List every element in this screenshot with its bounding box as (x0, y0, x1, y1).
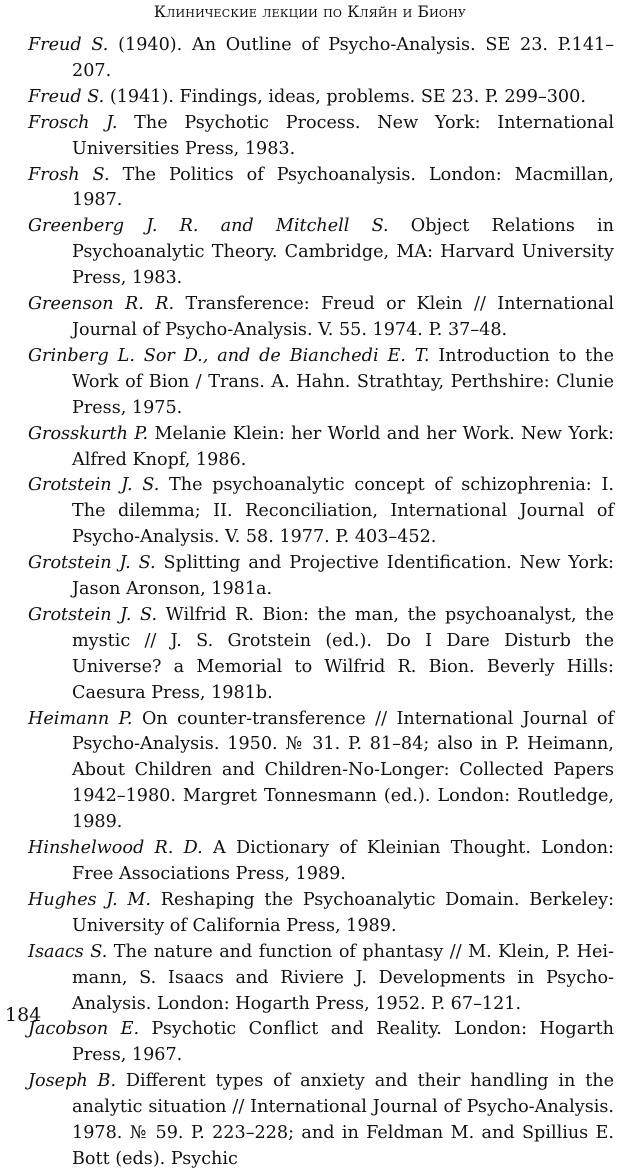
entry-text: (1941). Findings, ideas, problems. SE 23. P. 299–300. (104, 86, 586, 107)
bibliography-entry (28, 1069, 614, 1173)
entry-text: Splitting and Projective Identification. New York: Jason Aronson, 1981a. (72, 553, 614, 600)
entry-author: Hughes J. M. (28, 889, 151, 910)
entry-text: Wilfrid R. Bion: the man, the psychoanalyst, the mystic // J. S. Grotstein (ed.). Do I Dare Disturb the Universe? a Memorial to Wilfrid R. Bion. Beverly Hills: Caesura Press, 1981b. (72, 604, 614, 703)
entry-text: The nature and function of phantasy // M. Klein, P. Heimann, S. Isaacs and Riviere J. Developments in Psycho-Analysis. London: Hogarth Press, 1952. P. 67–121. (72, 941, 614, 1014)
entry-author: Grosskurth P. (28, 423, 149, 444)
entry-text: Object Relations in Psychoanalytic Theory. Cambridge, MA: Harvard University Press, 1983. (72, 216, 615, 289)
running-head: Клинические лекции по Кляйн и Биону (153, 3, 467, 21)
entry-author: Heimann P. (28, 708, 133, 729)
bibliography-entry (28, 603, 614, 707)
entry-author: Frosch J. (28, 112, 118, 133)
entry-author: Jacobson E. (28, 1019, 140, 1040)
entry-text: Melanie Klein: her World and her Work. New York: Alfred Knopf, 1986. (72, 423, 614, 470)
bibliography-entry (28, 836, 614, 888)
bibliography-entry (28, 422, 614, 474)
entry-text: On counter-transference // International Journal of Psycho-Analysis. 1950. № 31. P. 81–84; also in P. Heimann, About Children and Children-No-Longer: Collected Papers 1942–1980. Margret Tonnesmann (ed.). London: Routledge, 1989. (72, 708, 614, 833)
entry-text: The Psychotic Process. New York: International Universities Press, 1983. (72, 112, 614, 159)
entry-author: Grotstein J. S. (28, 475, 160, 496)
entry-author: Joseph B. (28, 1071, 117, 1092)
bibliography-entry (28, 85, 614, 111)
bibliography-list (28, 33, 614, 1173)
bibliography-entry (28, 940, 614, 1018)
bibliography-entry (28, 473, 614, 551)
bibliography-entry (28, 344, 614, 422)
entry-text: The Politics of Psychoanalysis. London: Macmillan, 1987. (72, 164, 614, 211)
bibliography-entry (28, 163, 614, 215)
entry-text: Introduction to the Work of Bion / Trans. A. Hahn. Strathtay, Perthshire: Clunie Press, 1975. (72, 345, 614, 418)
entry-author: Grotstein J. S. (28, 604, 158, 625)
entry-text: Transference: Freud or Klein // International Journal of Psycho-Analysis. V. 55. 1974. P. 37–48. (72, 294, 615, 340)
entry-text: Psychotic Conflict and Reality. London: Hogarth Press, 1967. (72, 1019, 614, 1066)
bibliography-entry (28, 33, 614, 85)
bibliography-entry (28, 214, 614, 292)
entry-author: Hinshelwood R. D. (28, 838, 203, 859)
bibliography-entry (28, 292, 614, 344)
entry-text: Different types of anxiety and their handling in the analytic situation // International Journal of Psycho-Analysis. 1978. № 59. P. 223–228; and in Feldman M. and Spillius E. Bott (eds). Psychic (72, 1071, 615, 1169)
entry-author: Greenson R. R. (28, 294, 175, 315)
bibliography-entry (28, 1017, 614, 1069)
entry-author: Greenberg J. R. and Mitchell S. (28, 216, 389, 237)
entry-text: A Dictionary of Kleinian Thought. London: Free Associations Press, 1989. (72, 838, 614, 884)
bibliography-entry (28, 707, 614, 837)
entry-author: Isaacs S. (28, 941, 108, 962)
bibliography-entry (28, 888, 614, 940)
entry-author: Freud S. (28, 35, 109, 55)
page-number: 184 (5, 1004, 42, 1026)
entry-text: Reshaping the Psychoanalytic Domain. Berkeley: University of California Press, 1989. (72, 889, 614, 936)
entry-text: The psychoanalytic concept of schizophrenia: I. The dilemma; II. Reconciliation, International Journal of Psycho-Analysis. V. 58. 1977. P. 403–452. (72, 475, 614, 548)
entry-author: Grotstein J. S. (28, 553, 156, 574)
bibliography-entry (28, 111, 614, 163)
entry-author: Grinberg L. Sor D., and de Bianchedi E. T. (28, 345, 430, 366)
entry-author: Frosh S. (28, 164, 110, 185)
entry-text: (1940). An Outline of Psycho-Analysis. SE 23. P.141–207. (72, 35, 615, 81)
bibliography-entry (28, 551, 614, 603)
entry-author: Freud S. (28, 86, 105, 107)
